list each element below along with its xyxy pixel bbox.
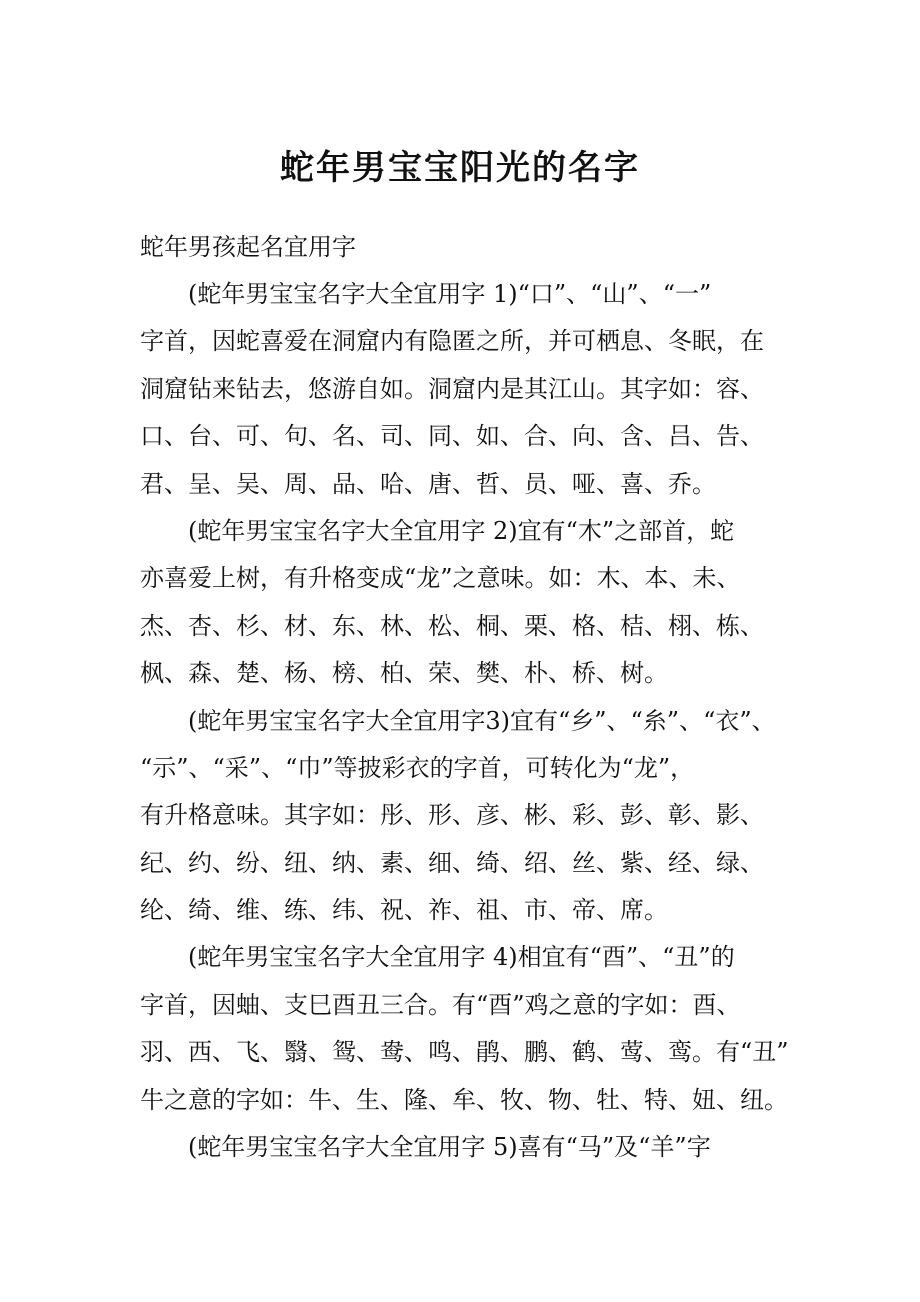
section-heading: 蛇年男孩起名宜用字 [140, 233, 356, 261]
text-line: 牛之意的字如：牛、生、隆、牟、牧、物、牡、特、妞、纽。 [140, 1085, 788, 1114]
text-line: (蛇年男宝宝名字大全宜用字 2)宜有“木”之部首，蛇 [188, 516, 735, 545]
text-line: 洞窟钻来钻去，悠游自如。洞窟内是其江山。其字如：容、 [140, 374, 764, 403]
text-line: 君、呈、吴、周、品、哈、唐、哲、员、哑、喜、乔。 [140, 469, 716, 498]
text-line: “示”、“采”、“巾”等披彩衣的字首，可转化为“龙”， [140, 753, 695, 782]
text-line: (蛇年男宝宝名字大全宜用字 5)喜有“马”及“羊”字 [188, 1133, 711, 1162]
text-line: 纶、绮、维、练、纬、祝、祚、祖、市、帝、席。 [140, 896, 668, 925]
text-line: (蛇年男宝宝名字大全宜用字3)宜有“乡”、“糸”、“衣”、 [188, 706, 776, 735]
body-text [140, 271, 790, 1171]
text-line: 字首，因蚰、支巳酉丑三合。有“酉”鸡之意的字如：酉、 [140, 990, 741, 1019]
text-line: 有升格意味。其字如：彤、形、彦、彬、彩、彭、彰、影、 [140, 801, 764, 830]
text-line: 亦喜爱上树，有升格变成“龙”之意味。如：木、本、未、 [140, 564, 741, 593]
text-line: 羽、西、飞、翳、鸳、鸯、鸣、鹃、鹏、鹤、莺、鸾。有“丑” [140, 1038, 789, 1067]
text-line: (蛇年男宝宝名字大全宜用字 1)“口”、“山”、“一” [188, 280, 712, 308]
text-line: 枫、森、楚、杨、榜、柏、荣、樊、朴、桥、树。 [140, 659, 668, 688]
text-line: 字首，因蛇喜爱在洞窟内有隐匿之所，并可栖息、冬眠，在 [140, 327, 764, 356]
text-line: 杰、杏、杉、材、东、林、松、桐、栗、格、桔、栩、栋、 [140, 611, 764, 640]
text-line: 口、台、可、句、名、司、同、如、合、向、含、吕、告、 [140, 422, 764, 451]
page-title: 蛇年男宝宝阳光的名字 [280, 148, 640, 188]
text-line: (蛇年男宝宝名字大全宜用字 4)相宜有“酉”、“丑”的 [188, 943, 735, 972]
text-line: 纪、约、纷、纽、纳、素、细、绮、绍、丝、紫、经、绿、 [140, 848, 764, 877]
